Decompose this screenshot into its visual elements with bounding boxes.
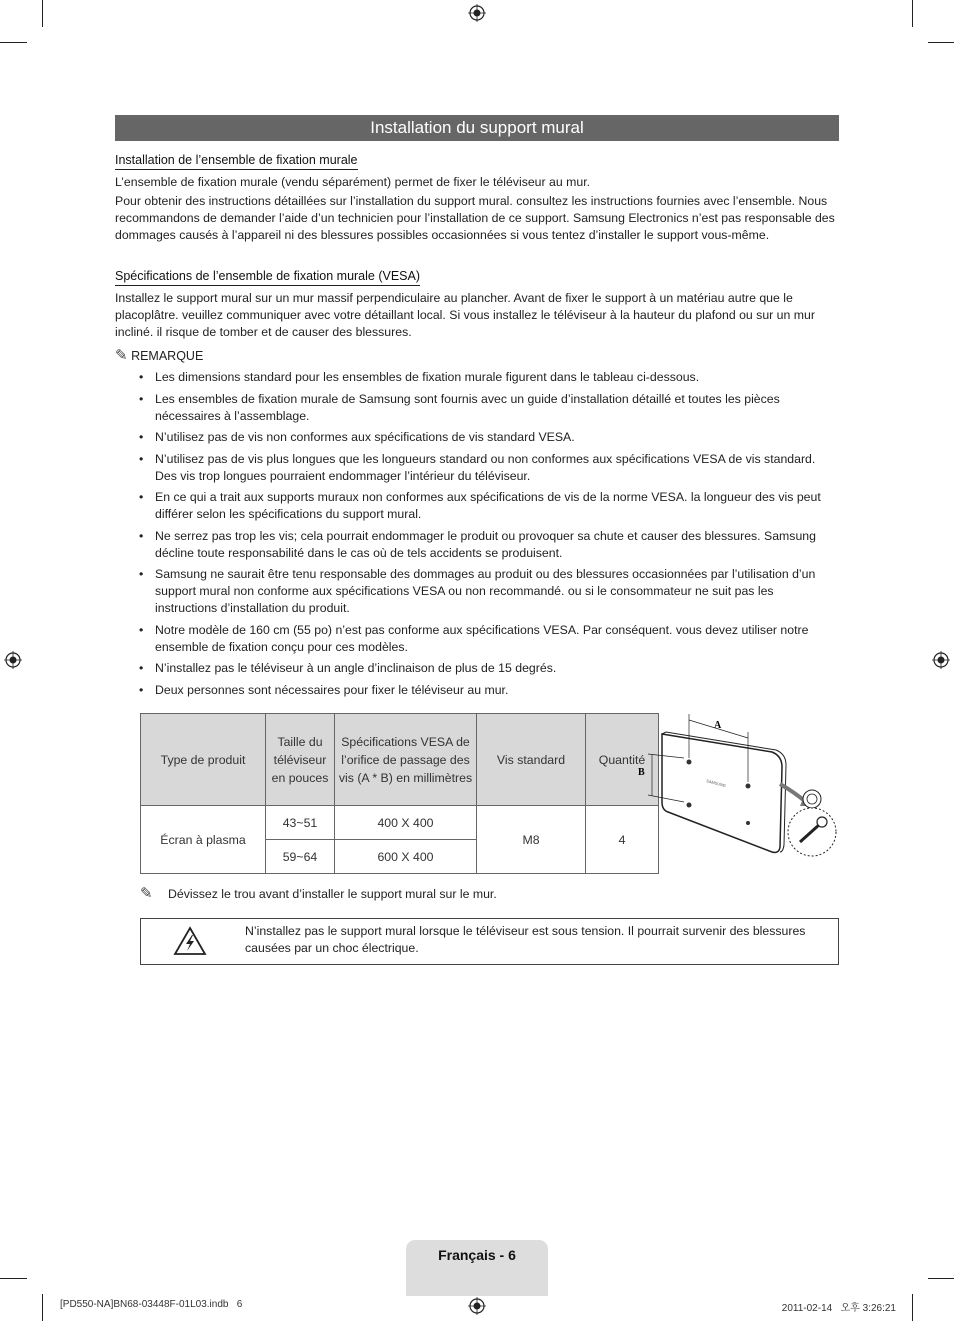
file-slug: [PD550-NA]BN68-03448F-01L03.indb 6 [60, 1299, 243, 1310]
crop-mark [912, 0, 913, 27]
pencil-icon: ✎ [115, 347, 128, 364]
list-item: • N’installez pas le téléviseur à un angle d’inclinaison de plus de 15 degrés. [137, 660, 837, 677]
registration-mark-icon [468, 1297, 486, 1315]
table-header: Taille du téléviseur en pouces [266, 714, 335, 806]
list-item: • Les dimensions standard pour les ensembles de fixation murale figurent dans le tableau ci-dessous. [137, 369, 837, 386]
crop-mark [912, 1294, 913, 1321]
registration-mark-icon [468, 4, 486, 22]
table-header: Quantité [586, 714, 659, 806]
table-header: Type de produit [141, 714, 266, 806]
electric-warning-icon [173, 926, 207, 956]
vesa-spec-table [140, 713, 659, 874]
registration-mark-icon [932, 651, 950, 669]
crop-mark [42, 1294, 43, 1321]
table-cell-size: 59~64 [266, 840, 335, 874]
table-cell-screw: M8 [477, 806, 586, 874]
bullet-list [137, 369, 837, 703]
table-note-text: Dévissez le trou avant d’installer le support mural sur le mur. [168, 887, 497, 901]
crop-mark [928, 1278, 954, 1279]
note-header [115, 346, 203, 364]
crop-mark [928, 42, 954, 43]
registration-mark-icon [4, 651, 22, 669]
list-item: • Deux personnes sont nécessaires pour fixer le téléviseur au mur. [137, 682, 837, 699]
warning-text: N’installez pas le support mural lorsque le téléviseur est sous tension. Il pourrait survenir des blessures causées par un choc électrique. [245, 924, 806, 955]
page-number: Français - 6 [406, 1240, 548, 1296]
pencil-icon: ✎ [140, 885, 153, 902]
table-header: Spécifications VESA de l’orifice de passage des vis (A * B) en millimètres [335, 714, 477, 806]
paragraph: Installez le support mural sur un mur massif perpendiculaire au plancher. Avant de fixer le support à un matériau autre que le placoplâtre. veuillez communiquer avec votre détaillant local. Si vous installez le téléviseur à la hauteur du plafond ou sur un mur incliné. il risque de tomber et de causer des blessures. [115, 291, 815, 339]
label-a: A [714, 720, 722, 731]
section-heading: Spécifications de l’ensemble de fixation murale (VESA) [115, 269, 420, 286]
crop-mark [0, 1278, 27, 1279]
table-cell-product: Écran à plasma [141, 806, 266, 874]
list-item: • Samsung ne saurait être tenu responsable des dommages au produit ou des blessures occasionnées par l’utilisation d’un support mural non conforme aux spécifications VESA ou non recommandé. ou si le consommateur ne suit pas les instructions d’installation du produit. [137, 566, 837, 617]
crop-mark [0, 42, 27, 43]
date-slug: 2011-02-14 오후 3:26:21 [781, 1303, 896, 1314]
table-cell-size: 43~51 [266, 806, 335, 840]
list-item: • N’utilisez pas de vis plus longues que les longueurs standard ou non conformes aux spécifications VESA de vis standard. Des vis trop longues pourraient endommager l’intérieur du téléviseur. [137, 451, 837, 485]
crop-mark [42, 0, 43, 27]
list-item: • Ne serrez pas trop les vis; cela pourrait endommager le produit ou provoquer sa chute et causer des blessures. Samsung décline toute responsabilité dans le cas où de tels accidents se produisent. [137, 528, 837, 562]
page-title: Installation du support mural [115, 115, 839, 141]
list-item: • En ce qui a trait aux supports muraux non conformes aux spécifications de vis de la norme VESA. la longueur des vis peut différer selon les spécifications du support mural. [137, 489, 837, 523]
note-label: REMARQUE [131, 349, 204, 363]
table-note [140, 884, 497, 902]
paragraph: Pour obtenir des instructions détaillées sur l’installation du support mural. consultez les instructions fournies avec l’ensemble. Nous recommandons de demander l’aide d’un technicien pour l’installation de ce support. Samsung Electronics n’est pas responsable des dommages causés à l’appareil ni des blessures possibles occasionnées si vous tentez d’installer le support vous-même. [115, 194, 835, 242]
table-cell-quantity: 4 [586, 806, 659, 874]
list-item: • Les ensembles de fixation murale de Samsung sont fournis avec un guide d’installation détaillé et toutes les pièces nécessaires à l’assemblage. [137, 391, 837, 425]
table-cell-vesa: 400 X 400 [335, 806, 477, 840]
list-item: • N’utilisez pas de vis non conformes aux spécifications de vis standard VESA. [137, 429, 837, 446]
paragraph: L’ensemble de fixation murale (vendu séparément) permet de fixer le téléviseur au mur. [115, 175, 591, 189]
section-heading: Installation de l’ensemble de fixation murale [115, 153, 358, 170]
svg-text:SAMSUNG: SAMSUNG [705, 778, 727, 789]
table-cell-vesa: 600 X 400 [335, 840, 477, 874]
table-header: Vis standard [477, 714, 586, 806]
label-b: B [638, 767, 645, 778]
wall-mount-diagram [634, 712, 840, 860]
list-item: • Notre modèle de 160 cm (55 po) n’est pas conforme aux spécifications VESA. Par conséquent. vous devez utiliser notre ensemble de fixation conçu pour ces modèles. [137, 622, 837, 656]
warning-box [140, 918, 839, 965]
